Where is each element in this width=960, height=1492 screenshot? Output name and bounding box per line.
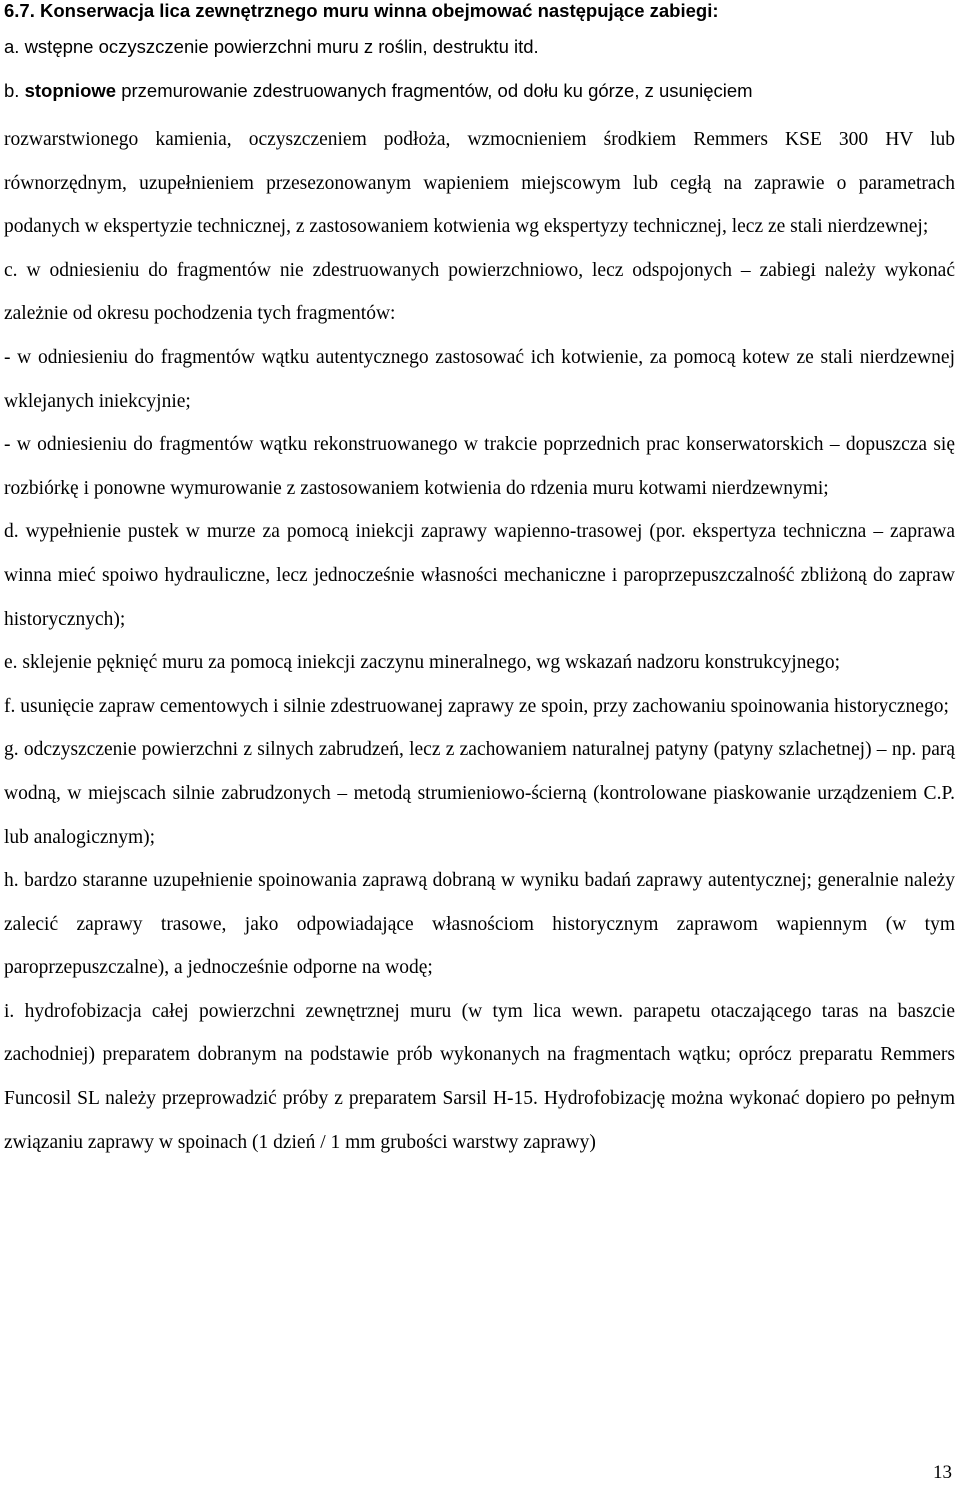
paragraph-h: h. bardzo staranne uzupełnienie spoinowania zaprawą dobraną w wyniku badań zaprawy autentycznej; generalnie należy zalecić zaprawy trasowe, jako odpowiadające własnościom historycznym zaprawom wapiennym (w tym paroprzepuszczalne), a jednocześnie odporne na wodę; bbox=[4, 870, 955, 979]
section-heading: 6.7. Konserwacja lica zewnętrznego muru winna obejmować następujące zabiegi: bbox=[4, 0, 719, 21]
paragraph-g: g. odczyszczenie powierzchni z silnych zabrudzeń, lecz z zachowaniem naturalnej patyny (patyny szlachetnej) – np. parą wodną, w miejscach silnie zabrudzonych – metodą strumieniowo-ścierną (kontrolowane piaskowanie urządzeniem C.P. lub analogicznym); bbox=[4, 739, 955, 848]
page-number: 13 bbox=[933, 1462, 952, 1483]
paragraph-f: f. usunięcie zapraw cementowych i silnie zdestruowanej zaprawy ze spoin, przy zachowaniu spoinowania historycznego; bbox=[4, 695, 949, 717]
paragraph-e: e. sklejenie pęknięć muru za pomocą iniekcji zaczynu mineralnego, wg wskazań nadzoru konstrukcyjnego; bbox=[4, 652, 841, 674]
item-a: a. wstępne oczyszczenie powierzchni muru z roślin, destruktu itd. bbox=[4, 36, 539, 57]
body-text bbox=[4, 118, 955, 1164]
item-b-prefix: b. bbox=[4, 80, 20, 101]
paragraph-c-reconstructed: - w odniesieniu do fragmentów wątku rekonstruowanego w trakcie poprzednich prac konserwatorskich – dopuszcza się rozbiórkę i ponowne wymurowanie z zastosowaniem kotwienia do rdzenia muru kotwami nierdzewnymi; bbox=[4, 434, 955, 499]
paragraph-b: rozwarstwionego kamienia, oczyszczeniem podłoża, wzmocnieniem środkiem Remmers KSE 300 HV lub równorzędnym, uzupełnieniem przesezonowanym wapieniem miejscowym lub cegłą na zaprawie o parametrach podanych w ekspertyzie technicznej, z zastosowaniem kotwienia wg ekspertyzy technicznej, lecz ze stali nierdzewnej; bbox=[4, 129, 955, 238]
paragraph-d: d. wypełnienie pustek w murze za pomocą iniekcji zaprawy wapienno-trasowej (por. ekspertyza techniczna – zaprawa winna mieć spoiwo hydrauliczne, lecz jednocześnie własności mechaniczne i paroprzepuszczalność zbliżoną do zapraw historycznych); bbox=[4, 521, 955, 630]
paragraph-i: i. hydrofobizacja całej powierzchni zewnętrznej muru (w tym lica wewn. parapetu otaczającego taras na baszcie zachodniej) preparatem dobranym na podstawie prób wykonanych na fragmentach wątku; oprócz preparatu Remmers Funcosil SL należy przeprowadzić próby z preparatem Sarsil H-15. Hydrofobizację można wykonać dopiero po pełnym związaniu zaprawy w spoinach (1 dzień / 1 mm grubości warstwy zaprawy) bbox=[4, 1000, 955, 1153]
item-b-bold-word: stopniowe bbox=[24, 80, 117, 101]
item-b-first-line bbox=[4, 80, 954, 102]
item-b-rest: przemurowanie zdestruowanych fragmentów, od dołu ku górze, z usunięciem bbox=[116, 80, 753, 101]
paragraph-c: c. w odniesieniu do fragmentów nie zdestruowanych powierzchniowo, lecz odspojonych – zabiegi należy wykonać zależnie od okresu pochodzenia tych fragmentów: bbox=[4, 259, 955, 325]
paragraph-c-authentic: - w odniesieniu do fragmentów wątku autentycznego zastosować ich kotwienie, za pomocą kotew ze stali nierdzewnej wklejanych iniekcyjnie; bbox=[4, 346, 955, 412]
